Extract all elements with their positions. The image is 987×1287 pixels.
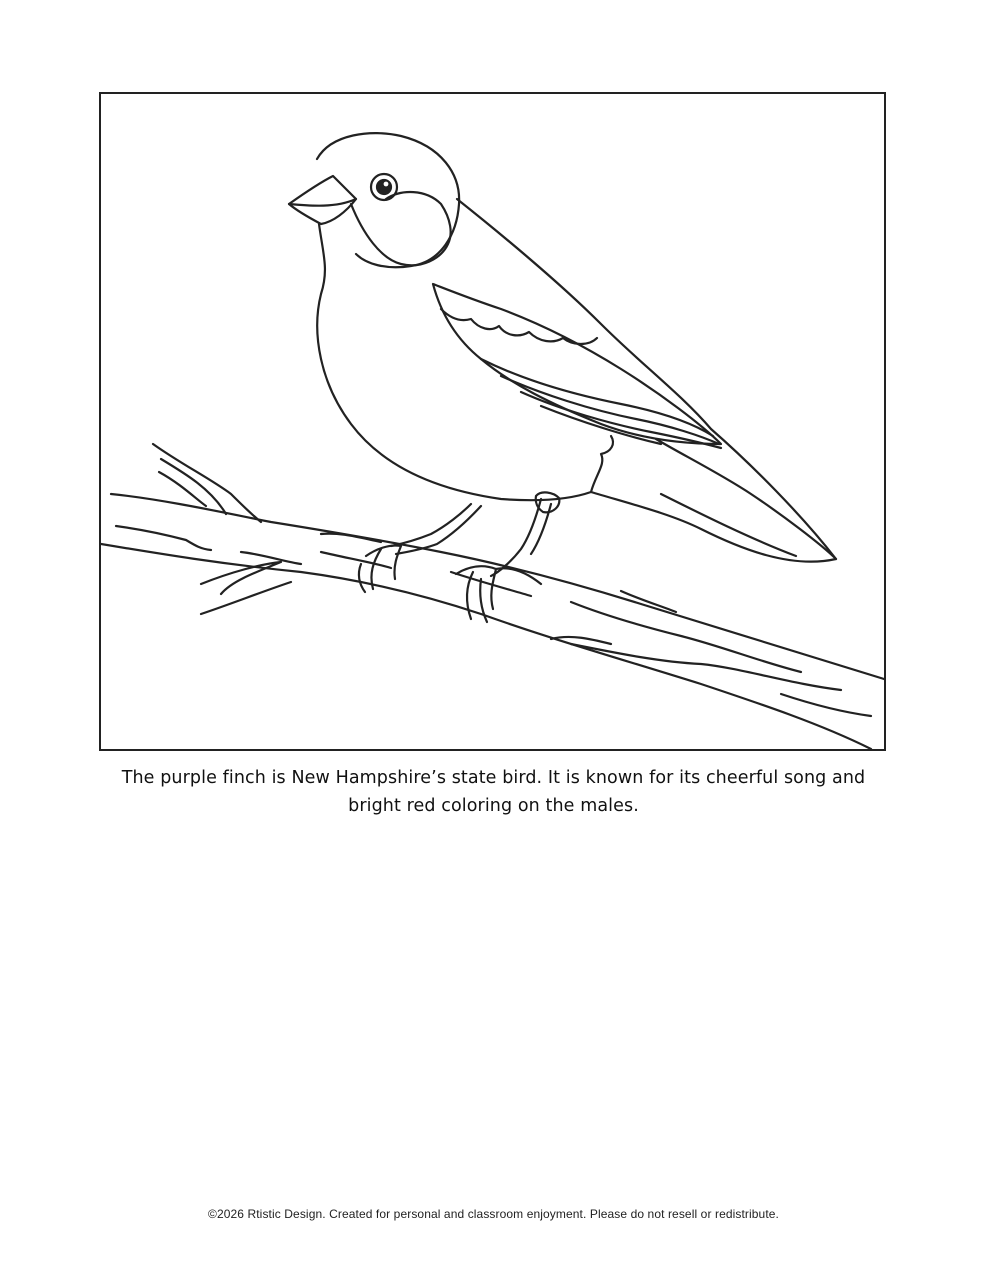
caption-line-2: bright red coloring on the males. (348, 796, 639, 816)
caption (60, 764, 927, 820)
copyright-footer: ©2026 Rtistic Design. Created for personal and classroom enjoyment. Please do not resell or redistribute. (208, 1207, 779, 1221)
illustration-frame (99, 92, 886, 751)
branch-drawing (101, 444, 884, 749)
purple-finch-illustration (101, 94, 884, 749)
finch-drawing (289, 133, 836, 622)
caption-line-1: The purple finch is New Hampshire’s state bird. It is known for its cheerful song and (121, 768, 866, 788)
